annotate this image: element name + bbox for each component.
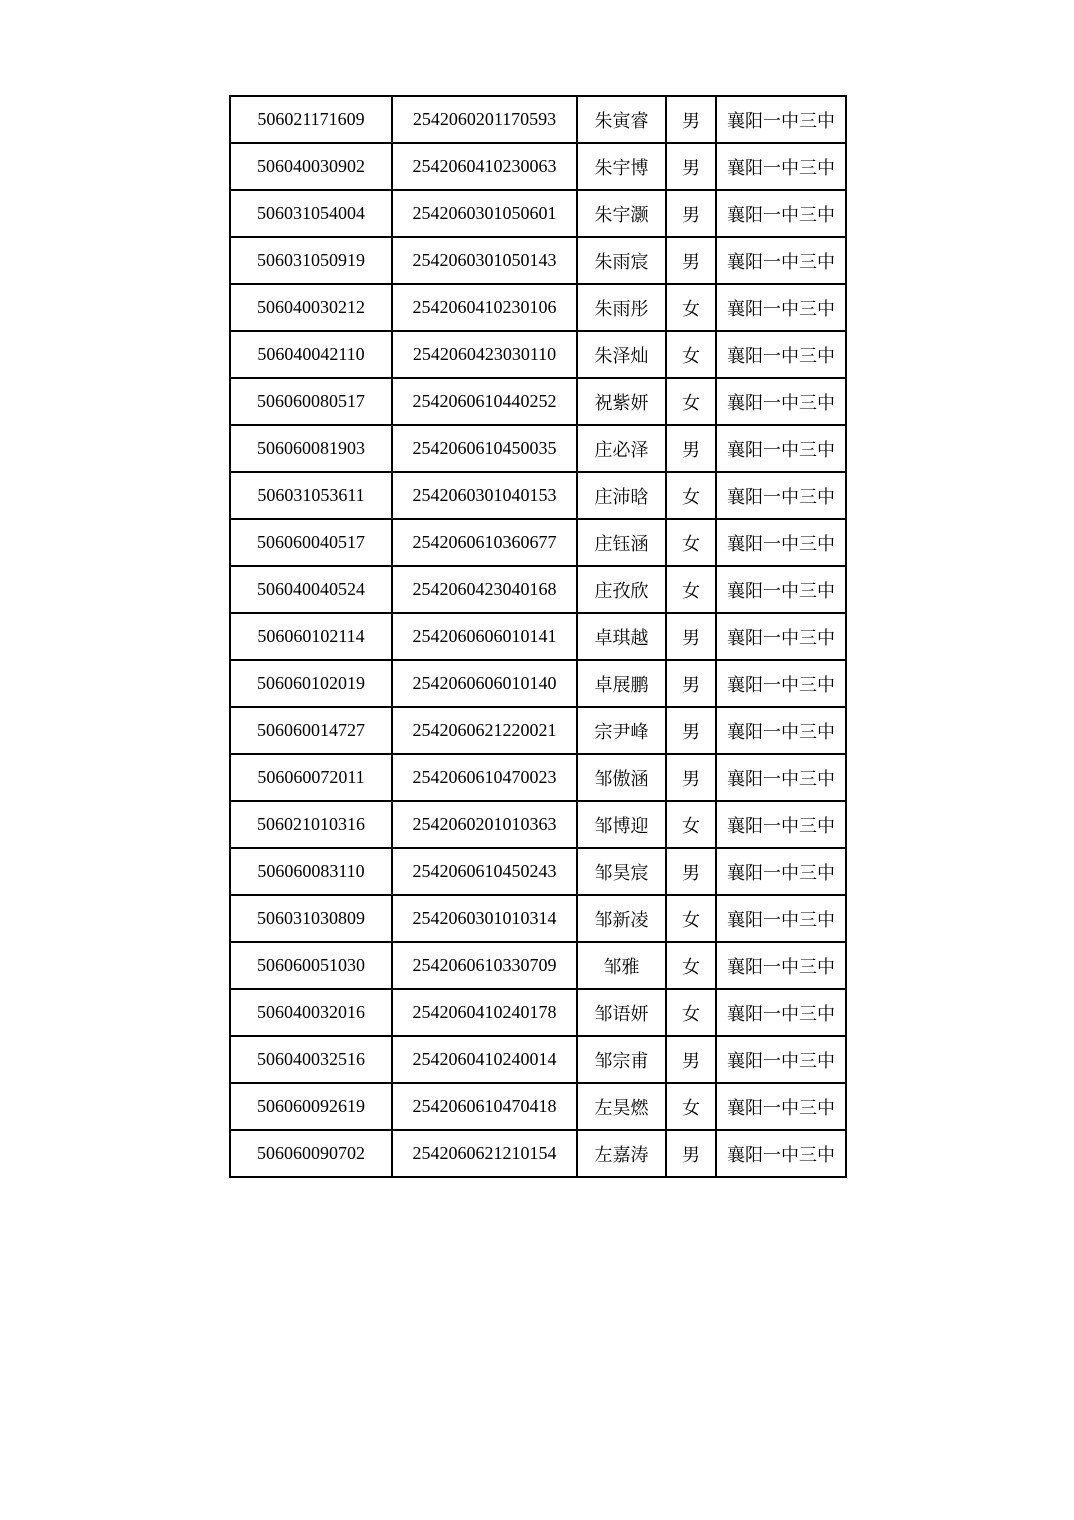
exam-number-cell: 506060014727 bbox=[230, 707, 392, 754]
table-row bbox=[230, 660, 846, 707]
gender-cell: 男 bbox=[666, 1130, 716, 1177]
student-name-cell: 卓琪越 bbox=[577, 613, 666, 660]
table-row bbox=[230, 331, 846, 378]
gender-cell: 女 bbox=[666, 801, 716, 848]
school-cell: 襄阳一中三中 bbox=[716, 425, 846, 472]
registration-number-cell: 2542060301050143 bbox=[392, 237, 577, 284]
gender-cell: 女 bbox=[666, 895, 716, 942]
table-row bbox=[230, 895, 846, 942]
student-name-cell: 邹宗甫 bbox=[577, 1036, 666, 1083]
registration-number-cell: 2542060606010141 bbox=[392, 613, 577, 660]
gender-cell: 男 bbox=[666, 425, 716, 472]
gender-cell: 女 bbox=[666, 1083, 716, 1130]
school-cell: 襄阳一中三中 bbox=[716, 895, 846, 942]
student-name-cell: 邹雅 bbox=[577, 942, 666, 989]
gender-cell: 女 bbox=[666, 284, 716, 331]
table-row bbox=[230, 472, 846, 519]
table-row bbox=[230, 190, 846, 237]
registration-number-cell: 2542060610450243 bbox=[392, 848, 577, 895]
school-cell: 襄阳一中三中 bbox=[716, 989, 846, 1036]
table-row bbox=[230, 1130, 846, 1177]
exam-number-cell: 506031030809 bbox=[230, 895, 392, 942]
school-cell: 襄阳一中三中 bbox=[716, 143, 846, 190]
student-name-cell: 朱泽灿 bbox=[577, 331, 666, 378]
registration-number-cell: 2542060606010140 bbox=[392, 660, 577, 707]
registration-number-cell: 2542060610330709 bbox=[392, 942, 577, 989]
registration-number-cell: 2542060610440252 bbox=[392, 378, 577, 425]
student-name-cell: 庄必泽 bbox=[577, 425, 666, 472]
gender-cell: 女 bbox=[666, 942, 716, 989]
gender-cell: 男 bbox=[666, 754, 716, 801]
table-row bbox=[230, 989, 846, 1036]
exam-number-cell: 506060040517 bbox=[230, 519, 392, 566]
school-cell: 襄阳一中三中 bbox=[716, 472, 846, 519]
registration-number-cell: 2542060610450035 bbox=[392, 425, 577, 472]
school-cell: 襄阳一中三中 bbox=[716, 566, 846, 613]
registration-number-cell: 2542060410240014 bbox=[392, 1036, 577, 1083]
exam-number-cell: 506060072011 bbox=[230, 754, 392, 801]
registration-number-cell: 2542060301010314 bbox=[392, 895, 577, 942]
roster-body bbox=[230, 96, 846, 1177]
exam-number-cell: 506060102019 bbox=[230, 660, 392, 707]
exam-number-cell: 506060080517 bbox=[230, 378, 392, 425]
school-cell: 襄阳一中三中 bbox=[716, 1083, 846, 1130]
gender-cell: 女 bbox=[666, 472, 716, 519]
school-cell: 襄阳一中三中 bbox=[716, 1130, 846, 1177]
gender-cell: 男 bbox=[666, 613, 716, 660]
registration-number-cell: 2542060410240178 bbox=[392, 989, 577, 1036]
student-name-cell: 邹语妍 bbox=[577, 989, 666, 1036]
school-cell: 襄阳一中三中 bbox=[716, 801, 846, 848]
gender-cell: 男 bbox=[666, 1036, 716, 1083]
student-name-cell: 朱雨彤 bbox=[577, 284, 666, 331]
student-name-cell: 邹昊宸 bbox=[577, 848, 666, 895]
gender-cell: 男 bbox=[666, 660, 716, 707]
table-row bbox=[230, 96, 846, 143]
gender-cell: 女 bbox=[666, 566, 716, 613]
registration-number-cell: 2542060621220021 bbox=[392, 707, 577, 754]
registration-number-cell: 2542060423030110 bbox=[392, 331, 577, 378]
gender-cell: 男 bbox=[666, 237, 716, 284]
registration-number-cell: 2542060301050601 bbox=[392, 190, 577, 237]
school-cell: 襄阳一中三中 bbox=[716, 190, 846, 237]
exam-number-cell: 506040032516 bbox=[230, 1036, 392, 1083]
school-cell: 襄阳一中三中 bbox=[716, 1036, 846, 1083]
student-name-cell: 邹新凌 bbox=[577, 895, 666, 942]
student-name-cell: 庄沛晗 bbox=[577, 472, 666, 519]
registration-number-cell: 2542060410230106 bbox=[392, 284, 577, 331]
exam-number-cell: 506060081903 bbox=[230, 425, 392, 472]
registration-number-cell: 2542060610470023 bbox=[392, 754, 577, 801]
table-row bbox=[230, 143, 846, 190]
table-row bbox=[230, 237, 846, 284]
table-row bbox=[230, 613, 846, 660]
school-cell: 襄阳一中三中 bbox=[716, 237, 846, 284]
gender-cell: 女 bbox=[666, 331, 716, 378]
exam-number-cell: 506031054004 bbox=[230, 190, 392, 237]
table-row bbox=[230, 1036, 846, 1083]
school-cell: 襄阳一中三中 bbox=[716, 942, 846, 989]
table-row bbox=[230, 425, 846, 472]
exam-number-cell: 506040042110 bbox=[230, 331, 392, 378]
registration-number-cell: 2542060423040168 bbox=[392, 566, 577, 613]
school-cell: 襄阳一中三中 bbox=[716, 613, 846, 660]
table-row bbox=[230, 848, 846, 895]
school-cell: 襄阳一中三中 bbox=[716, 519, 846, 566]
exam-number-cell: 506060092619 bbox=[230, 1083, 392, 1130]
exam-number-cell: 506060102114 bbox=[230, 613, 392, 660]
gender-cell: 女 bbox=[666, 519, 716, 566]
exam-number-cell: 506021010316 bbox=[230, 801, 392, 848]
registration-number-cell: 2542060201010363 bbox=[392, 801, 577, 848]
student-name-cell: 庄钰涵 bbox=[577, 519, 666, 566]
school-cell: 襄阳一中三中 bbox=[716, 378, 846, 425]
exam-number-cell: 506060090702 bbox=[230, 1130, 392, 1177]
student-name-cell: 宗尹峰 bbox=[577, 707, 666, 754]
registration-number-cell: 2542060201170593 bbox=[392, 96, 577, 143]
school-cell: 襄阳一中三中 bbox=[716, 707, 846, 754]
exam-number-cell: 506040032016 bbox=[230, 989, 392, 1036]
table-row bbox=[230, 942, 846, 989]
student-name-cell: 卓展鹏 bbox=[577, 660, 666, 707]
exam-number-cell: 506040040524 bbox=[230, 566, 392, 613]
exam-number-cell: 506031050919 bbox=[230, 237, 392, 284]
school-cell: 襄阳一中三中 bbox=[716, 660, 846, 707]
student-name-cell: 朱寅睿 bbox=[577, 96, 666, 143]
registration-number-cell: 2542060610470418 bbox=[392, 1083, 577, 1130]
student-name-cell: 左嘉涛 bbox=[577, 1130, 666, 1177]
registration-number-cell: 2542060621210154 bbox=[392, 1130, 577, 1177]
student-name-cell: 庄孜欣 bbox=[577, 566, 666, 613]
gender-cell: 女 bbox=[666, 378, 716, 425]
registration-number-cell: 2542060410230063 bbox=[392, 143, 577, 190]
table-row bbox=[230, 519, 846, 566]
student-name-cell: 左昊燃 bbox=[577, 1083, 666, 1130]
gender-cell: 男 bbox=[666, 707, 716, 754]
student-name-cell: 邹傲涵 bbox=[577, 754, 666, 801]
school-cell: 襄阳一中三中 bbox=[716, 284, 846, 331]
table-row bbox=[230, 378, 846, 425]
table-row bbox=[230, 754, 846, 801]
student-name-cell: 祝紫妍 bbox=[577, 378, 666, 425]
table-row bbox=[230, 801, 846, 848]
registration-number-cell: 2542060301040153 bbox=[392, 472, 577, 519]
exam-number-cell: 506060051030 bbox=[230, 942, 392, 989]
gender-cell: 男 bbox=[666, 848, 716, 895]
student-name-cell: 朱雨宸 bbox=[577, 237, 666, 284]
school-cell: 襄阳一中三中 bbox=[716, 848, 846, 895]
student-name-cell: 朱宇灏 bbox=[577, 190, 666, 237]
exam-number-cell: 506060083110 bbox=[230, 848, 392, 895]
gender-cell: 男 bbox=[666, 190, 716, 237]
gender-cell: 男 bbox=[666, 96, 716, 143]
exam-number-cell: 506040030902 bbox=[230, 143, 392, 190]
table-row bbox=[230, 566, 846, 613]
registration-number-cell: 2542060610360677 bbox=[392, 519, 577, 566]
student-name-cell: 邹博迎 bbox=[577, 801, 666, 848]
gender-cell: 女 bbox=[666, 989, 716, 1036]
exam-number-cell: 506021171609 bbox=[230, 96, 392, 143]
student-roster-table bbox=[229, 95, 847, 1178]
exam-number-cell: 506031053611 bbox=[230, 472, 392, 519]
exam-number-cell: 506040030212 bbox=[230, 284, 392, 331]
table-row bbox=[230, 284, 846, 331]
gender-cell: 男 bbox=[666, 143, 716, 190]
school-cell: 襄阳一中三中 bbox=[716, 331, 846, 378]
school-cell: 襄阳一中三中 bbox=[716, 754, 846, 801]
student-name-cell: 朱宇博 bbox=[577, 143, 666, 190]
table-row bbox=[230, 1083, 846, 1130]
table-row bbox=[230, 707, 846, 754]
school-cell: 襄阳一中三中 bbox=[716, 96, 846, 143]
